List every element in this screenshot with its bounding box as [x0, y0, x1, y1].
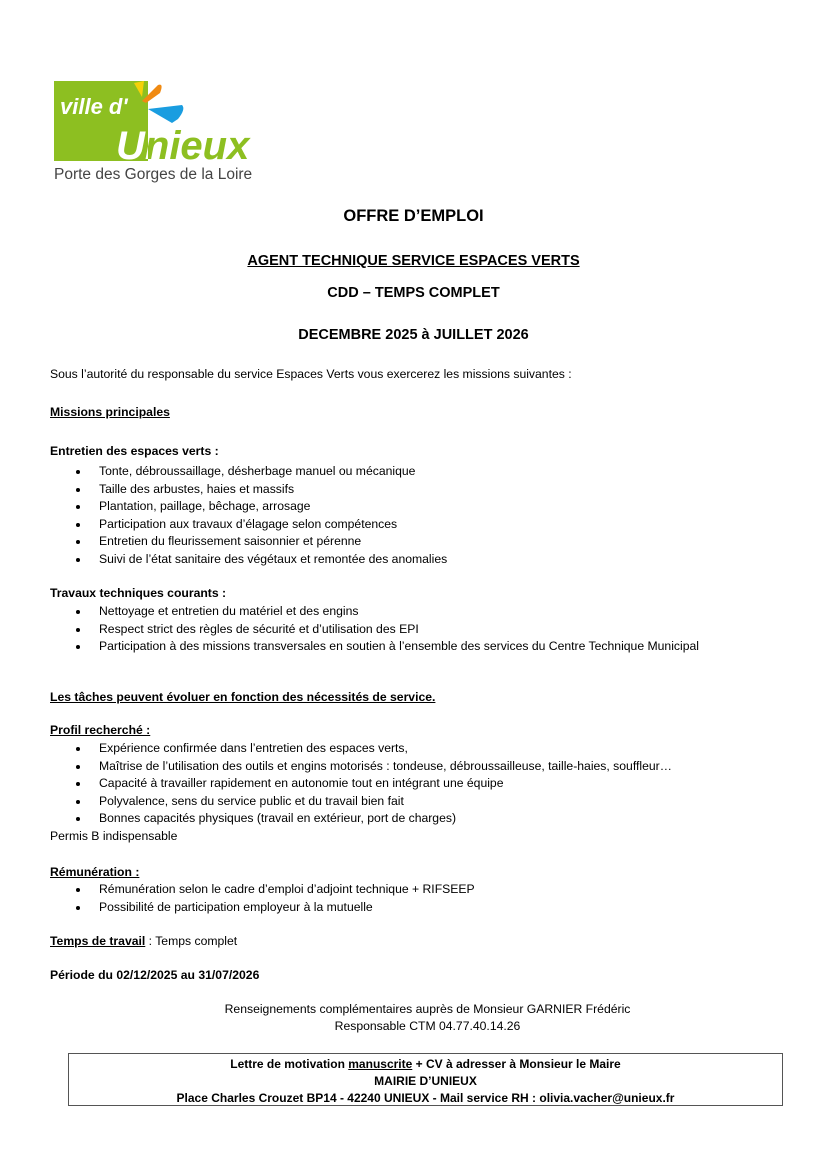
list-item: Rémunération selon le cadre d’emploi d’adjoint technique + RIFSEEP — [50, 881, 475, 899]
application-box — [68, 1053, 783, 1106]
list-item: Participation aux travaux d’élagage selon compétences — [50, 516, 447, 534]
box-line-3: Place Charles Crouzet BP14 - 42240 UNIEUX - Mail service RH : olivia.vacher@unieux.fr — [176, 1091, 675, 1105]
list-item: Expérience confirmée dans l’entretien des espaces verts, — [50, 740, 672, 758]
job-title: AGENT TECHNIQUE SERVICE ESPACES VERTS — [247, 253, 580, 269]
list-item: Suivi de l’état sanitaire des végétaux et remontée des anomalies — [50, 551, 447, 569]
list-item: Respect strict des règles de sécurité et d’utilisation des EPI — [50, 621, 699, 639]
box-line-2: MAIRIE D’UNIEUX — [374, 1074, 477, 1088]
temps-label: Temps de travail — [50, 934, 146, 948]
profil-heading: Profil recherché : — [50, 723, 151, 737]
remuneration-list — [50, 881, 475, 916]
box-line-1: Lettre de motivation manuscrite + CV à adresser à Monsieur le Maire — [230, 1057, 621, 1071]
intro-text: Sous l’autorité du responsable du service Espaces Verts vous exercerez les missions suivantes : — [50, 367, 572, 381]
list-item: Plantation, paillage, bêchage, arrosage — [50, 498, 447, 516]
list-item: Tonte, débroussaillage, désherbage manuel ou mécanique — [50, 463, 447, 481]
permis-text: Permis B indispensable — [50, 829, 178, 843]
svg-text:ville d': ville d' — [60, 94, 128, 119]
list-item: Entretien du fleurissement saisonnier et pérenne — [50, 533, 447, 551]
list-item: Bonnes capacités physiques (travail en extérieur, port de charges) — [50, 810, 672, 828]
travaux-list — [50, 603, 699, 656]
temps-value: : Temps complet — [145, 934, 238, 948]
list-item: Polyvalence, sens du service public et du travail bien fait — [50, 793, 672, 811]
contract-period: DECEMBRE 2025 à JUILLET 2026 — [298, 327, 529, 343]
svg-text:Porte des Gorges de la Loire: Porte des Gorges de la Loire — [54, 166, 253, 183]
list-item: Participation à des missions transversales en soutien à l’ensemble des services du Centre Technique Municipal — [50, 638, 699, 656]
contact-line-2: Responsable CTM 04.77.40.14.26 — [334, 1019, 521, 1033]
taches-note: Les tâches peuvent évoluer en fonction des nécessités de service. — [50, 690, 436, 704]
contact-line-1: Renseignements complémentaires auprès de Monsieur GARNIER Frédéric — [224, 1002, 631, 1016]
profil-list — [50, 740, 672, 828]
list-item: Nettoyage et entretien du matériel et des engins — [50, 603, 699, 621]
unieux-logo — [54, 79, 266, 184]
entretien-heading: Entretien des espaces verts : — [50, 444, 219, 458]
entretien-list — [50, 463, 447, 569]
temps-travail — [50, 933, 237, 951]
remuneration-heading: Rémunération : — [50, 865, 140, 879]
travaux-heading: Travaux techniques courants : — [50, 586, 227, 600]
periode-text: Période du 02/12/2025 au 31/07/2026 — [50, 968, 260, 982]
list-item: Possibilité de participation employeur à la mutuelle — [50, 899, 475, 917]
missions-heading: Missions principales — [50, 405, 170, 419]
list-item: Capacité à travailler rapidement en autonomie tout en intégrant une équipe — [50, 775, 672, 793]
svg-text:Unieux: Unieux — [116, 124, 250, 168]
list-item: Maîtrise de l’utilisation des outils et engins motorisés : tondeuse, débroussailleuse, taille-haies, souffleur… — [50, 758, 672, 776]
contract-type: CDD – TEMPS COMPLET — [327, 285, 500, 301]
page-title: OFFRE D’EMPLOI — [343, 207, 484, 225]
list-item: Taille des arbustes, haies et massifs — [50, 481, 447, 499]
